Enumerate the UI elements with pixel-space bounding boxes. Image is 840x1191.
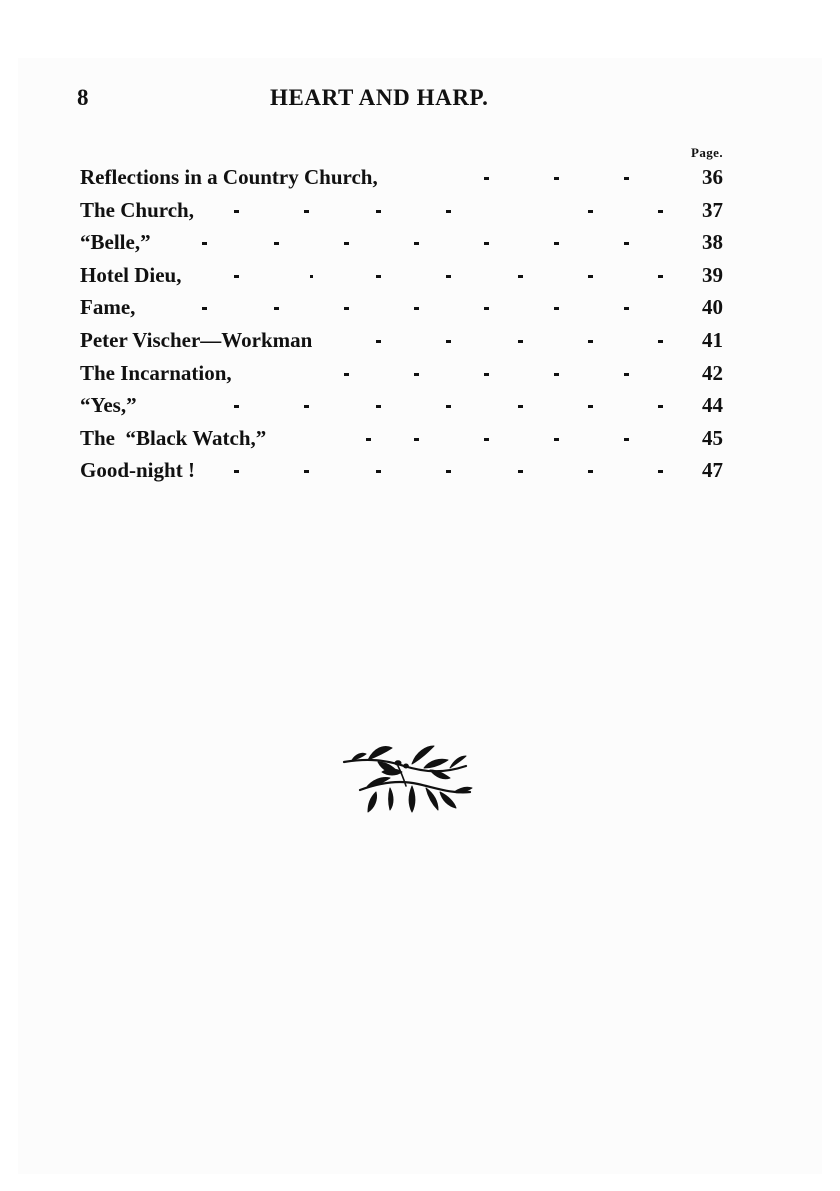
toc-entry-title: “Yes,” [80, 393, 137, 418]
dot-leader [80, 327, 723, 353]
toc-entry-title: Hotel Dieu, [80, 262, 182, 287]
toc-entry[interactable] [80, 327, 723, 360]
toc-entry-title: The Church, [80, 197, 194, 222]
page-number: 8 [77, 85, 89, 110]
page-column-label: Page. [691, 145, 723, 160]
toc-entry[interactable] [80, 457, 723, 490]
toc-entry-title: Fame, [80, 295, 136, 320]
dot-leader [80, 392, 723, 418]
dot-leader [80, 229, 723, 255]
toc-entry[interactable] [80, 294, 723, 327]
toc-entry-title: Good-night ! [80, 458, 195, 483]
dot-leader [80, 262, 723, 288]
table-of-contents [80, 164, 723, 490]
toc-entry-page: 38 [702, 230, 723, 255]
toc-entry[interactable] [80, 262, 723, 295]
toc-entry-page: 44 [702, 393, 723, 418]
toc-entry-title: The Incarnation, [80, 360, 232, 385]
toc-entry-title: “Belle,” [80, 230, 151, 255]
dot-leader [80, 164, 723, 190]
toc-entry-page: 37 [702, 197, 723, 222]
dot-leader [80, 457, 723, 483]
toc-entry[interactable] [80, 360, 723, 393]
floral-sprig-ornament-icon [338, 740, 478, 816]
dot-leader [80, 360, 723, 386]
toc-entry[interactable] [80, 425, 723, 458]
toc-entry[interactable] [80, 197, 723, 230]
toc-entry-title: Reflections in a Country Church, [80, 165, 378, 189]
toc-entry[interactable] [80, 392, 723, 425]
dot-leader [80, 197, 723, 223]
toc-entry[interactable] [80, 164, 723, 197]
toc-entry-page: 39 [702, 262, 723, 287]
toc-entry-title: Peter Vischer—Workman [80, 327, 313, 352]
toc-entry-page: 40 [702, 295, 723, 320]
toc-entry-page: 36 [702, 165, 723, 189]
dot-leader [80, 425, 723, 451]
toc-entry-page: 45 [702, 425, 723, 450]
toc-entry-page: 47 [702, 458, 723, 483]
toc-entry-page: 41 [702, 327, 723, 352]
toc-entry[interactable] [80, 229, 723, 262]
running-title: HEART AND HARP. [270, 85, 489, 110]
toc-entry-page: 42 [702, 360, 723, 385]
toc-entry-title: The “Black Watch,” [80, 425, 267, 450]
dot-leader [80, 294, 723, 320]
